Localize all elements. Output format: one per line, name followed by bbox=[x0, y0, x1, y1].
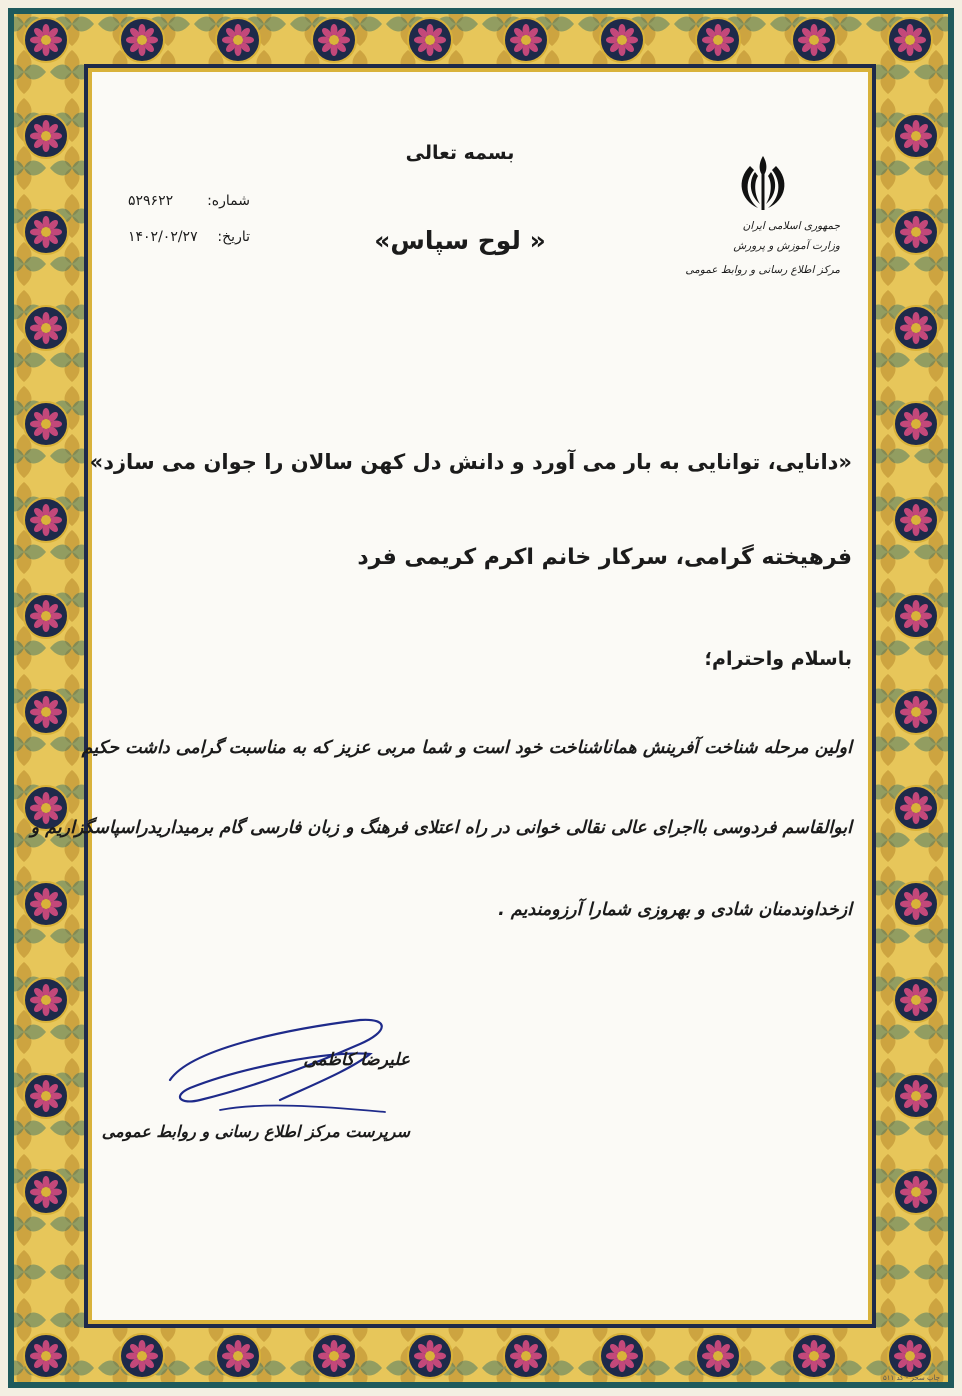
rosette-ornament bbox=[696, 18, 740, 62]
rosette-ornament bbox=[24, 1074, 68, 1118]
rosette-ornament bbox=[24, 306, 68, 350]
page-title: « لوح سپاس» bbox=[374, 226, 546, 255]
rosette-ornament bbox=[24, 594, 68, 638]
body-line-2: ابوالقاسم فردوسی بااجرای عالی نقالی خوانی در راه اعتلای فرهنگ و زبان فارسی گام برمیداریدراسپاسگزاریم و bbox=[30, 818, 852, 838]
basmala: بسمه تعالی bbox=[405, 142, 515, 164]
rosette-ornament bbox=[312, 18, 356, 62]
rosette-ornament bbox=[894, 1170, 938, 1214]
rosette-ornament bbox=[24, 402, 68, 446]
rosette-ornament bbox=[894, 882, 938, 926]
rosette-ornament bbox=[24, 978, 68, 1022]
rosette-ornament bbox=[216, 18, 260, 62]
org-line-country: جمهوری اسلامی ایران bbox=[742, 220, 840, 232]
rosette-ornament bbox=[24, 1170, 68, 1214]
rosette-ornament bbox=[24, 210, 68, 254]
rosette-ornament bbox=[24, 18, 68, 62]
date-label: تاریخ: bbox=[217, 229, 250, 245]
greeting-line: باسلام واحترام؛ bbox=[704, 648, 852, 670]
date-value: ۱۴۰۲/۰۲/۲۷ bbox=[128, 229, 198, 245]
print-code: چاپ سحر - کد ۵۱۱ bbox=[882, 1374, 940, 1382]
rosette-ornament bbox=[792, 1334, 836, 1378]
body-line-3: ازخداوندمنان شادی و بهروزی شمارا آرزومندیم . bbox=[498, 900, 852, 920]
rosette-ornament bbox=[24, 498, 68, 542]
rosette-ornament bbox=[24, 1334, 68, 1378]
org-line-center: مرکز اطلاع رسانی و روابط عمومی bbox=[685, 264, 840, 276]
number-label: شماره: bbox=[207, 193, 250, 209]
recipient-line: فرهیخته گرامی، سرکار خانم اکرم کریمی فرد bbox=[357, 545, 852, 570]
rosette-ornament bbox=[408, 18, 452, 62]
rosette-ornament bbox=[504, 1334, 548, 1378]
rosette-ornament bbox=[24, 690, 68, 734]
rosette-ornament bbox=[894, 594, 938, 638]
rosette-ornament bbox=[312, 1334, 356, 1378]
rosette-ornament bbox=[216, 1334, 260, 1378]
number-value: ۵۲۹۶۲۲ bbox=[128, 193, 174, 209]
quote-line: «دانایی، توانایی به بار می آورد و دانش دل کهن سالان را جوان می سازد» bbox=[89, 450, 852, 474]
iran-emblem-icon bbox=[728, 150, 798, 220]
rosette-ornament bbox=[894, 210, 938, 254]
rosette-ornament bbox=[120, 1334, 164, 1378]
rosette-ornament bbox=[894, 786, 938, 830]
rosette-ornament bbox=[24, 114, 68, 158]
handwritten-signature bbox=[160, 1010, 400, 1130]
rosette-ornament bbox=[888, 18, 932, 62]
rosette-ornament bbox=[24, 882, 68, 926]
rosette-ornament bbox=[894, 114, 938, 158]
org-line-ministry: وزارت آموزش و پرورش bbox=[733, 240, 840, 252]
rosette-ornament bbox=[696, 1334, 740, 1378]
signatory-name: علیرضا کاظمی bbox=[303, 1050, 410, 1070]
rosette-ornament bbox=[792, 18, 836, 62]
rosette-ornament bbox=[120, 18, 164, 62]
rosette-ornament bbox=[894, 498, 938, 542]
rosette-ornament bbox=[894, 1074, 938, 1118]
signatory-title: سرپرست مرکز اطلاع رسانی و روابط عمومی bbox=[101, 1122, 410, 1141]
rosette-ornament bbox=[894, 690, 938, 734]
rosette-ornament bbox=[888, 1334, 932, 1378]
body-line-1: اولین مرحله شناخت آفرینش هماناشناخت خود است و شما مربی عزیز که به مناسبت گرامی داشت حکیم bbox=[81, 738, 852, 758]
rosette-ornament bbox=[600, 18, 644, 62]
rosette-ornament bbox=[600, 1334, 644, 1378]
rosette-ornament bbox=[408, 1334, 452, 1378]
rosette-ornament bbox=[894, 306, 938, 350]
rosette-ornament bbox=[894, 402, 938, 446]
rosette-ornament bbox=[894, 978, 938, 1022]
rosette-ornament bbox=[504, 18, 548, 62]
